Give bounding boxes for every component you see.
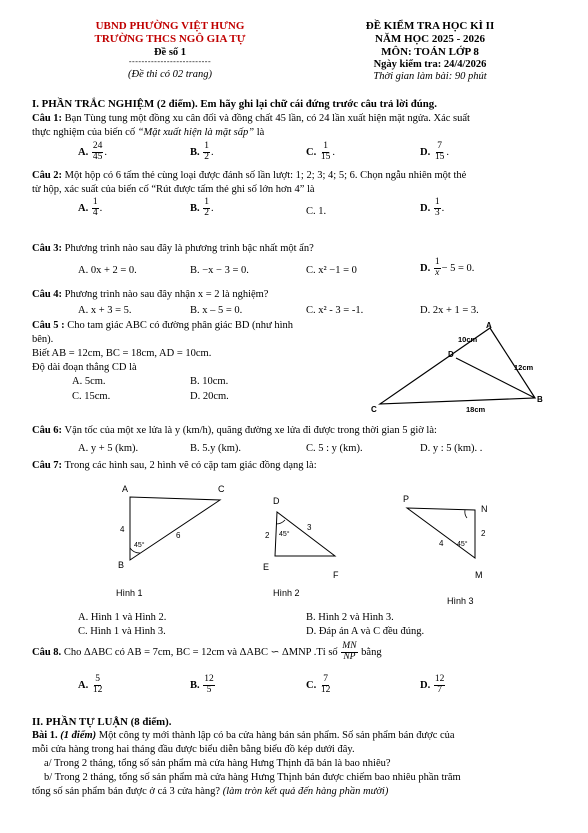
angle-arc bbox=[465, 510, 467, 518]
denominator: 5 bbox=[206, 684, 212, 695]
option-letter: D. bbox=[420, 202, 431, 214]
q6-option-a: A. y + 5 (km). bbox=[78, 443, 139, 454]
q8-label: Câu 8. bbox=[32, 646, 62, 658]
fraction bbox=[92, 142, 104, 163]
q4-text: Phương trình nào sau đây nhận x = 2 là nghiệm? bbox=[62, 289, 269, 300]
q2-line2: từ hộp, xác suất của biến cố “Rút được tấm thẻ ghi số lớn hơn 4” là bbox=[32, 184, 315, 195]
ward-name: UBND PHƯỜNG VIỆT HƯNG bbox=[95, 20, 245, 32]
part1-title: I. PHẦN TRẮC NGHIỆM (2 điểm). Em hãy ghi lại chữ cái đứng trước câu trả lời đúng. bbox=[32, 98, 437, 110]
q3-label: Câu 3: bbox=[32, 243, 63, 254]
q4-option-d: D. 2x + 1 = 3. bbox=[420, 305, 479, 316]
q8-option-b bbox=[190, 675, 216, 696]
fraction bbox=[320, 675, 332, 696]
b1-points: (1 điểm) bbox=[60, 730, 97, 741]
option-letter: C. bbox=[306, 146, 317, 158]
q6-text: Vận tốc của một xe lửa là y (km/h), quãng đường xe lửa đi được trong thời gian 5 giờ là: bbox=[62, 425, 437, 436]
part2-title: II. PHẦN TỰ LUẬN (8 điểm). bbox=[32, 716, 172, 728]
option-letter: D. bbox=[420, 679, 431, 691]
q6-option-c: C. 5 : y (km). bbox=[306, 443, 363, 454]
q7-option-d: D. Đáp án A và C đều đúng. bbox=[306, 626, 425, 637]
numerator: 7 bbox=[437, 141, 442, 151]
denominator: 3 bbox=[434, 207, 440, 218]
side-label: 2 bbox=[265, 531, 270, 540]
ratio-fraction bbox=[341, 642, 357, 663]
page-count-note: (Đề thi có 02 trang) bbox=[128, 69, 212, 80]
vertex-n: N bbox=[481, 504, 488, 514]
q5-text1: Cho tam giác ABC có đường phân giác BD (như hình bbox=[64, 320, 294, 331]
q4-label: Câu 4: bbox=[32, 289, 63, 300]
fraction bbox=[434, 198, 441, 219]
q1-text1: Bạn Tùng tung một đồng xu cân đối và đồng chất 45 lần, có 24 lần xuất hiện mặt ngửa. Xác suất bbox=[62, 113, 470, 124]
b1-part-a: a/ Trong 2 tháng, tổng số sản phẩm mà cửa hàng Hưng Thịnh đã bán là bao nhiêu? bbox=[44, 758, 391, 769]
vertex-p: P bbox=[403, 494, 410, 504]
numerator: 7 bbox=[323, 674, 328, 684]
b1-line2: mỗi cửa hàng trong hai tháng đầu được biểu diễn bằng biểu đồ kép dưới đây. bbox=[32, 744, 355, 755]
option-letter: A. bbox=[78, 146, 89, 158]
q7-option-a: A. Hình 1 và Hình 2. bbox=[78, 612, 167, 623]
angle-label: 45° bbox=[457, 541, 468, 548]
q2-option-d: D. $\frac{1}{3}$ . bbox=[420, 197, 445, 218]
caption: Hình 1 bbox=[116, 588, 143, 598]
fraction bbox=[92, 198, 99, 219]
numerator: MN bbox=[342, 641, 357, 651]
q7-option-c: C. Hình 1 và Hình 3. bbox=[78, 626, 166, 637]
fraction bbox=[434, 258, 441, 279]
q8-option-d bbox=[420, 675, 446, 696]
side-label: 4 bbox=[439, 539, 444, 548]
q4-option-a: A. x + 3 = 5. bbox=[78, 305, 132, 316]
numerator: 12 bbox=[434, 674, 445, 684]
angle-arc bbox=[276, 520, 285, 524]
school-name: TRƯỜNG THCS NGÔ GIA TỰ bbox=[94, 33, 246, 45]
q7-label: Câu 7: bbox=[32, 460, 63, 471]
vertex-c: C bbox=[371, 405, 377, 414]
q7-figure-2 bbox=[255, 490, 365, 605]
vertex-f: F bbox=[333, 570, 339, 580]
vertex-e: E bbox=[263, 562, 270, 572]
q5-line4: Độ dài đoạn thẳng CD là bbox=[32, 362, 137, 373]
q1-label: Câu 1: bbox=[32, 113, 63, 124]
numerator: 5 bbox=[95, 674, 100, 684]
q5-label: Câu 5 : bbox=[32, 320, 65, 331]
q5-line3: Biết AB = 12cm, BC = 18cm, AD = 10cm. bbox=[32, 348, 212, 359]
q8-option-a bbox=[78, 675, 104, 696]
denominator: 2 bbox=[204, 207, 210, 218]
q7-text: Trong các hình sau, 2 hình vẽ có cặp tam giác đồng dạng là: bbox=[62, 460, 317, 471]
q1-line2 bbox=[32, 127, 264, 140]
label-bc: 18cm bbox=[466, 405, 486, 414]
option-tail: − 5 = 0. bbox=[441, 262, 475, 274]
side-label: 2 bbox=[481, 529, 486, 538]
denominator: 45 bbox=[92, 151, 103, 162]
q3-option-a: A. 0x + 2 = 0. bbox=[78, 265, 137, 276]
q6-option-b: B. 5.y (km). bbox=[190, 443, 242, 454]
b1-part-b-line1: b/ Trong 2 tháng, tổng số sản phẩm mà cửa hàng Hưng Thịnh bán được chiếm bao nhiêu phần trăm bbox=[44, 772, 461, 783]
option-letter: B. bbox=[190, 202, 200, 214]
q3-line bbox=[32, 243, 314, 256]
fraction bbox=[203, 198, 210, 219]
fraction bbox=[320, 142, 332, 163]
label-ab: 12cm bbox=[514, 363, 534, 372]
q1-option-d: D. $\frac{7}{15}$ . bbox=[420, 141, 449, 162]
q1-quote: “Mặt xuất hiện là mặt sấp” bbox=[137, 127, 255, 138]
q1-option-c: C. $\frac{1}{15}$ . bbox=[306, 141, 335, 162]
b1-text-b2: tổng số sản phẩm bán được ở cả 3 cửa hàng? bbox=[32, 786, 223, 797]
triangle-abc-1 bbox=[130, 497, 220, 560]
denominator: x bbox=[435, 267, 440, 278]
denominator: 15 bbox=[320, 151, 331, 162]
fraction bbox=[203, 675, 215, 696]
option-letter: C. bbox=[306, 679, 317, 691]
angle-label: 45° bbox=[134, 542, 145, 549]
q1-text2: thực nghiệm của biến cố bbox=[32, 127, 138, 138]
fraction bbox=[434, 142, 446, 163]
fraction bbox=[203, 142, 210, 163]
q6-label: Câu 6: bbox=[32, 425, 63, 436]
angle-label: 45° bbox=[279, 531, 290, 538]
side-label: 3 bbox=[307, 523, 312, 532]
exam-duration: Thời gian làm bài: 90 phút bbox=[373, 71, 487, 82]
side-label: 4 bbox=[120, 525, 125, 534]
vertex-c: C bbox=[218, 484, 225, 494]
q6-line bbox=[32, 425, 437, 438]
denominator: 12 bbox=[320, 684, 331, 695]
triangle-pnm bbox=[407, 508, 475, 558]
denominator: NP bbox=[343, 651, 356, 662]
label-ad: 10cm bbox=[458, 335, 478, 344]
q1-option-a: A. $\frac{24}{45}$ . bbox=[78, 141, 107, 162]
q2-line1 bbox=[32, 170, 466, 183]
option-letter: B. bbox=[190, 146, 200, 158]
numerator: 1 bbox=[323, 141, 328, 151]
q8-line bbox=[32, 642, 382, 663]
q3-option-d bbox=[420, 258, 474, 279]
q8-text2: bằng bbox=[358, 646, 382, 658]
q3-text: Phương trình nào sau đây là phương trình bậc nhất một ẩn? bbox=[62, 243, 314, 254]
vertex-a: A bbox=[122, 484, 129, 494]
q6-option-d: D. y : 5 (km). . bbox=[420, 443, 483, 454]
q5-option-a: A. 5cm. bbox=[72, 376, 106, 387]
numerator: 24 bbox=[92, 141, 103, 151]
q8-text1: Cho ΔABC có AB = 7cm, BC = 12cm và ΔABC ∽ ΔMNP .Tỉ số bbox=[61, 646, 341, 658]
q8-option-c bbox=[306, 675, 332, 696]
exam-date: Ngày kiểm tra: 24/4/2026 bbox=[373, 59, 487, 70]
option-letter: A. bbox=[78, 679, 89, 691]
denominator: 7 bbox=[437, 684, 442, 695]
q1-option-b: B. $\frac{1}{2}$ . bbox=[190, 141, 214, 162]
q5-line2: bên). bbox=[32, 334, 54, 345]
exam-code: Đề số 1 bbox=[153, 47, 187, 58]
q7-figure-1 bbox=[100, 480, 250, 605]
vertex-d: D bbox=[448, 350, 454, 359]
q5-triangle-figure bbox=[370, 320, 550, 420]
q5-option-d: D. 20cm. bbox=[190, 391, 229, 402]
fraction bbox=[92, 675, 104, 696]
denominator: 2 bbox=[204, 151, 210, 162]
subject: MÔN: TOÁN LỚP 8 bbox=[381, 46, 479, 58]
b1-part-b-line2 bbox=[32, 786, 388, 799]
b1-line1 bbox=[32, 730, 455, 743]
q1-text3: là bbox=[254, 127, 265, 138]
b1-label: Bài 1. bbox=[32, 730, 61, 741]
option-letter: A. bbox=[78, 202, 89, 214]
q5-line1 bbox=[32, 320, 293, 333]
q5-option-c: C. 15cm. bbox=[72, 391, 111, 402]
numerator: 12 bbox=[204, 674, 214, 684]
q2-option-c: C. 1. bbox=[306, 206, 327, 217]
side-label: 6 bbox=[176, 531, 181, 540]
numerator: 1 bbox=[434, 197, 440, 207]
vertex-b: B bbox=[537, 395, 543, 404]
q3-option-b: B. −x − 3 = 0. bbox=[190, 265, 249, 276]
q2-label: Câu 2: bbox=[32, 170, 63, 181]
q2-option-b: B. $\frac{1}{2}$ . bbox=[190, 197, 214, 218]
option-letter: D. bbox=[420, 262, 431, 274]
q7-option-b: B. Hình 2 và Hình 3. bbox=[306, 612, 394, 623]
denominator: 12 bbox=[92, 684, 103, 695]
option-letter: B. bbox=[190, 679, 200, 691]
q4-line bbox=[32, 289, 268, 302]
q5-option-b: B. 10cm. bbox=[190, 376, 229, 387]
q4-option-b: B. x – 5 = 0. bbox=[190, 305, 243, 316]
q7-line bbox=[32, 460, 317, 473]
denominator: 4 bbox=[92, 207, 98, 218]
q2-text1: Một hộp có 6 tấm thẻ cùng loại được đánh số lần lượt: 1; 2; 3; 4; 5; 6. Chọn ngẫu nhiên một thẻ bbox=[62, 170, 467, 181]
q2-option-a: A. $\frac{1}{4}$ . bbox=[78, 197, 103, 218]
option-letter: D. bbox=[420, 146, 431, 158]
q1-line1 bbox=[32, 113, 470, 126]
q7-figure-3 bbox=[395, 490, 505, 610]
vertex-m: M bbox=[475, 570, 483, 580]
caption: Hình 2 bbox=[273, 588, 300, 598]
q4-option-c: C. x² - 3 = -1. bbox=[306, 305, 364, 316]
vertex-d: D bbox=[273, 496, 280, 506]
numerator: 1 bbox=[204, 141, 210, 151]
numerator: 1 bbox=[204, 197, 210, 207]
numerator: 1 bbox=[434, 257, 440, 267]
denominator: 15 bbox=[434, 151, 445, 162]
exam-title: ĐỀ KIỂM TRA HỌC KÌ II bbox=[365, 20, 495, 32]
numerator: 1 bbox=[92, 197, 98, 207]
q3-option-c: C. x² −1 = 0 bbox=[306, 265, 357, 276]
b1-text1: Một công ty mới thành lập có ba cửa hàng bán sản phẩm. Số sản phẩm bán được của bbox=[96, 730, 455, 741]
header-divider: -------------------------- bbox=[128, 57, 212, 66]
vertex-a: A bbox=[486, 321, 492, 330]
school-year: NĂM HỌC 2025 - 2026 bbox=[375, 33, 485, 45]
caption: Hình 3 bbox=[447, 596, 474, 606]
vertex-b: B bbox=[118, 560, 125, 570]
b1-note: (làm tròn kết quả đến hàng phần mười) bbox=[222, 786, 389, 797]
fraction bbox=[434, 675, 446, 696]
